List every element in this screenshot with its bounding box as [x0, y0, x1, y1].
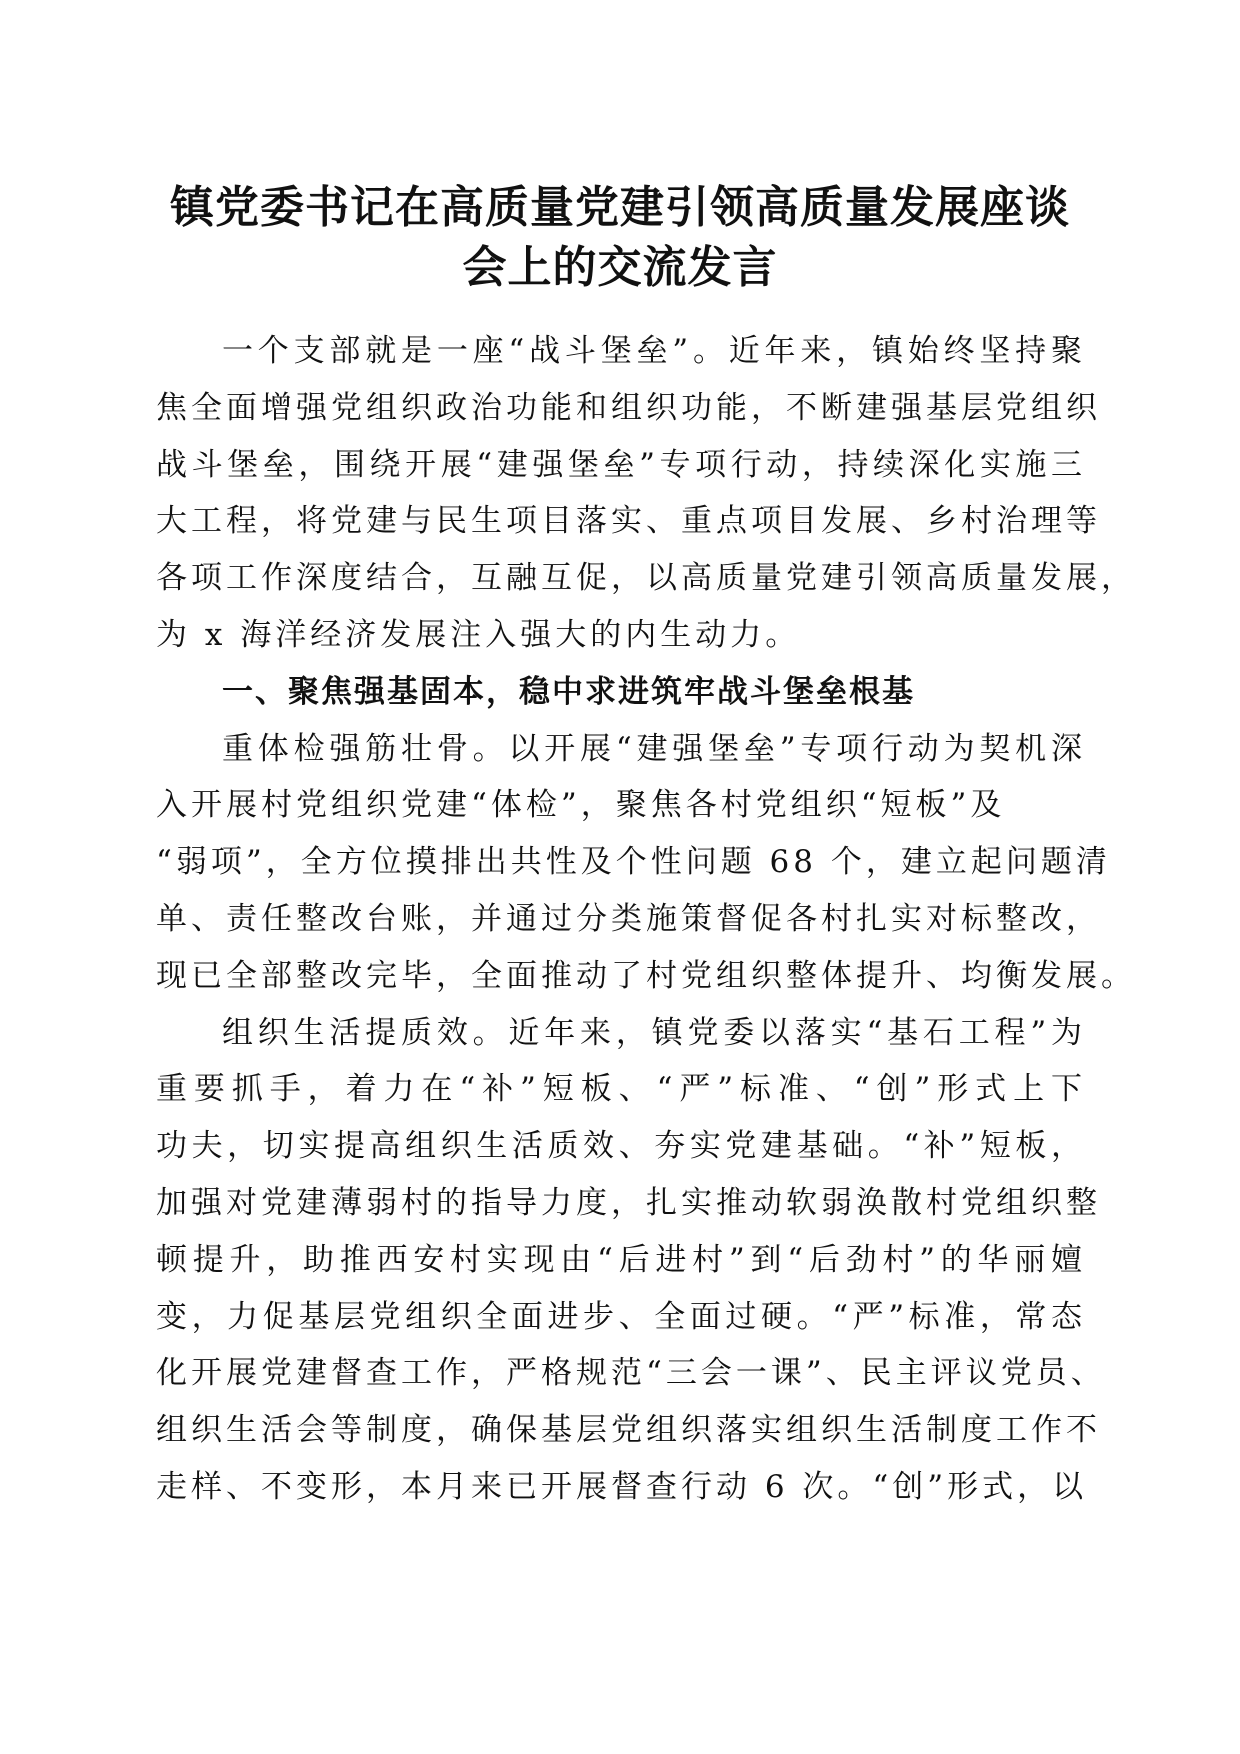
text-line: 一个支部就是一座“战斗堡垒”。近年来，镇始终坚持聚 — [222, 333, 1086, 369]
paragraph-health-check — [156, 721, 1136, 1005]
text-line: 变，力促基层党组织全面进步、全面过硬。“严”标准，常态 — [156, 1298, 1086, 1335]
section-heading — [156, 664, 1086, 721]
text-line: “弱项”，全方位摸排出共性及个性问题 68 个，建立起问题清 — [156, 844, 1111, 881]
text-line: 组织生活会等制度，确保基层党组织落实组织生活制度工作不 — [156, 1412, 1101, 1449]
text-line: 焦全面增强党组织政治功能和组织功能，不断建强基层党组织 — [156, 389, 1101, 426]
text-line: 为 x 海洋经济发展注入强大的内生动力。 — [156, 616, 801, 653]
text-line: 顿提升，助推西安村实现由“后进村”到“后劲村”的华丽嬗 — [156, 1241, 1086, 1278]
text-line: 功夫，切实提高组织生活质效、夯实党建基础。“补”短板， — [156, 1128, 1086, 1165]
text-line: 走样、不变形，本月来已开展督查行动 6 次。“创”形式，以 — [156, 1468, 1088, 1505]
heading-line: 一、聚焦强基固本，稳中求进筑牢战斗堡垒根基 — [222, 673, 915, 710]
document-body — [156, 323, 1136, 1516]
title-line: 镇党委书记在高质量党建引领高质量发展座谈 — [170, 182, 1070, 233]
text-line: 战斗堡垒，围绕开展“建强堡垒”专项行动，持续深化实施三 — [156, 446, 1086, 483]
text-line: 大工程，将党建与民生项目落实、重点项目发展、乡村治理等 — [156, 503, 1101, 540]
text-line: 各项工作深度结合，互融互促，以高质量党建引领高质量发展， — [156, 560, 1136, 597]
text-line: 组织生活提质效。近年来，镇党委以落实“基石工程”为 — [222, 1014, 1086, 1051]
text-line: 加强对党建薄弱村的指导力度，扎实推动软弱涣散村党组织整 — [156, 1184, 1101, 1221]
text-line: 重要抓手，着力在“补”短板、“严”标准、“创”形式上下 — [156, 1071, 1086, 1108]
document-title — [150, 178, 1090, 298]
paragraph-org-life — [156, 1005, 1106, 1516]
text-line: 入开展村党组织党建“体检”，聚焦各村党组织“短板”及 — [156, 787, 1006, 824]
text-line: 单、责任整改台账，并通过分类施策督促各村扎实对标整改， — [156, 900, 1101, 937]
title-line: 会上的交流发言 — [462, 242, 778, 293]
text-line: 重体检强筋壮骨。以开展“建强堡垒”专项行动为契机深 — [222, 730, 1086, 767]
text-line: 化开展党建督查工作，严格规范“三会一课”、民主评议党员、 — [156, 1355, 1106, 1392]
paragraph-intro — [156, 323, 1136, 664]
text-line: 现已全部整改完毕，全面推动了村党组织整体提升、均衡发展。 — [156, 957, 1136, 994]
